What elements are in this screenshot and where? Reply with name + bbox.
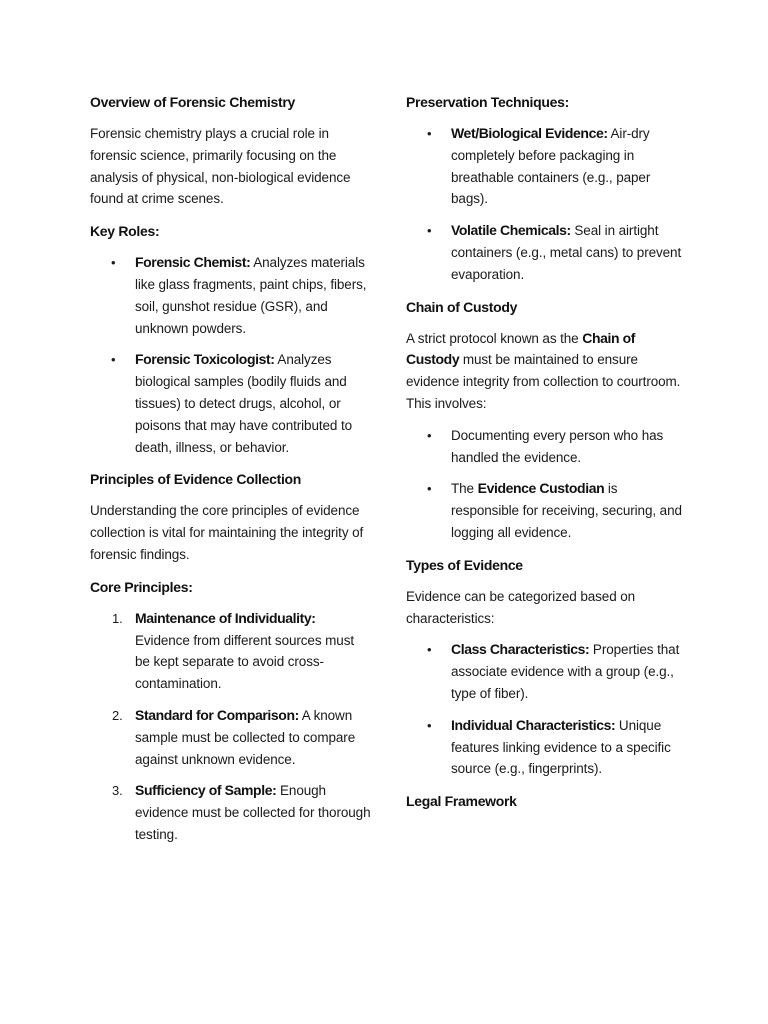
list-item xyxy=(90,252,372,339)
list-item xyxy=(406,639,686,704)
bullet-icon: • xyxy=(427,642,432,658)
left-column xyxy=(90,91,372,856)
custody-item-text: The xyxy=(451,481,478,497)
principle-description: A known sample must be collected to compare against unknown evidence. xyxy=(135,707,356,767)
custody-term: Chain of Custody xyxy=(406,329,636,368)
custody-heading: Chain of Custody xyxy=(406,298,518,315)
types-list xyxy=(406,639,686,780)
custody-list xyxy=(406,425,686,544)
list-item xyxy=(406,478,686,543)
list-number: 1. xyxy=(112,610,123,626)
bullet-icon: • xyxy=(427,427,432,443)
type-description: Properties that associate evidence with a group (e.g., type of fiber). xyxy=(451,642,680,701)
custody-paragraph xyxy=(406,328,686,415)
core-principles-list xyxy=(90,608,372,846)
list-item xyxy=(90,349,372,458)
type-description: Unique features linking evidence to a specific source (e.g., fingerprints). xyxy=(451,717,671,777)
list-item xyxy=(90,608,372,695)
list-item xyxy=(90,780,372,845)
bullet-icon: • xyxy=(111,255,116,271)
key-roles-list xyxy=(90,252,372,458)
list-item xyxy=(406,220,686,285)
preservation-term: Wet/Biological Evidence: xyxy=(451,125,608,141)
principle-description: Enough evidence must be collected for thorough testing. xyxy=(135,783,371,842)
bullet-icon: • xyxy=(427,717,432,733)
role-term: Forensic Chemist: xyxy=(135,254,251,271)
custody-item-text-after: is responsible for receiving, securing, and logging all evidence. xyxy=(451,481,682,540)
overview-paragraph: Forensic chemistry plays a crucial role in forensic science, primarily focusing on the analysis of physical, non-biological evidence found at crime scenes. xyxy=(90,126,351,207)
principle-term: Sufficiency of Sample: xyxy=(135,782,277,799)
types-paragraph: Evidence can be categorized based on characteristics: xyxy=(406,588,636,626)
principle-description: Evidence from different sources must be kept separate to avoid cross-contamination. xyxy=(135,632,354,692)
role-description: Analyzes biological samples (bodily fluids and tissues) to detect drugs, alcohol, or poisons that may have contributed to death, illness, or behavior. xyxy=(135,352,353,455)
role-description: Analyzes materials like glass fragments, paint chips, fibers, soil, gunshot residue (GSR), and unknown powders. xyxy=(135,255,367,336)
bullet-icon: • xyxy=(111,352,116,368)
preservation-heading: Preservation Techniques: xyxy=(406,94,569,110)
bullet-icon: • xyxy=(427,481,432,497)
principles-paragraph: Understanding the core principles of evidence collection is vital for maintaining the integrity of forensic findings. xyxy=(90,503,364,562)
list-number: 3. xyxy=(112,783,123,799)
list-number: 2. xyxy=(112,707,123,723)
preservation-description: Air-dry completely before packaging in breathable containers (e.g., paper bags). xyxy=(451,126,651,207)
legal-heading: Legal Framework xyxy=(406,793,517,810)
bullet-icon: • xyxy=(427,126,432,141)
right-column xyxy=(406,91,686,822)
list-item xyxy=(406,425,686,469)
core-principles-heading: Core Principles: xyxy=(90,578,193,595)
custody-item-text: Documenting every person who has handled the evidence. xyxy=(451,427,664,465)
custody-text-after: must be maintained to ensure evidence integrity from collection to courtroom. This involves: xyxy=(406,352,681,411)
custody-text-before: A strict protocol known as the xyxy=(406,330,583,346)
list-item xyxy=(406,123,686,210)
overview-heading: Overview of Forensic Chemistry xyxy=(90,94,295,110)
bullet-icon: • xyxy=(427,223,432,239)
custodian-term: Evidence Custodian xyxy=(477,480,605,497)
principles-heading: Principles of Evidence Collection xyxy=(90,471,302,488)
preservation-list xyxy=(406,123,686,286)
type-term: Individual Characteristics: xyxy=(451,716,616,733)
type-term: Class Characteristics: xyxy=(451,641,590,658)
principle-term: Standard for Comparison: xyxy=(135,706,299,723)
preservation-term: Volatile Chemicals: xyxy=(451,222,571,239)
preservation-description: Seal in airtight containers (e.g., metal cans) to prevent evaporation. xyxy=(451,223,682,282)
list-item xyxy=(90,705,372,770)
list-item xyxy=(406,715,686,780)
principle-term: Maintenance of Individuality: xyxy=(135,609,316,626)
types-heading: Types of Evidence xyxy=(406,556,523,573)
role-term: Forensic Toxicologist: xyxy=(135,351,275,368)
key-roles-heading: Key Roles: xyxy=(90,223,160,240)
